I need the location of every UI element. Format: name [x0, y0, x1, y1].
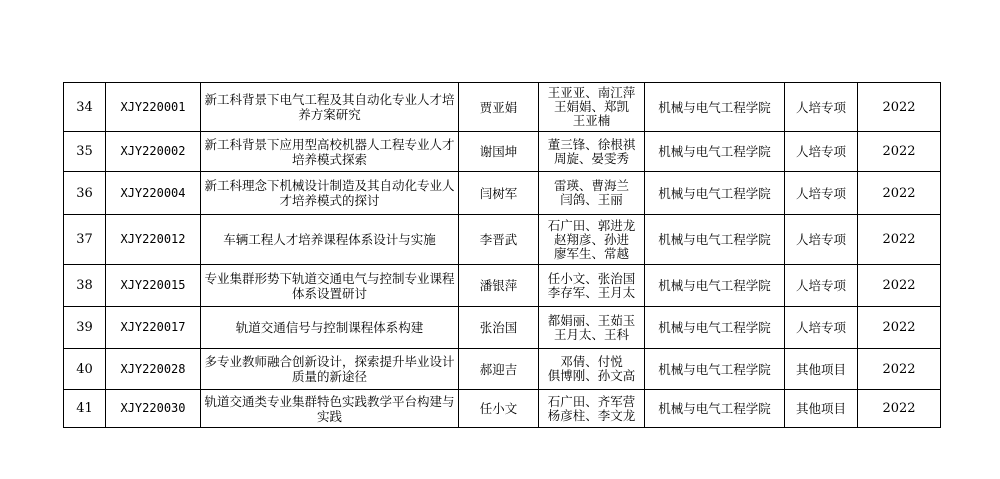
- member-line: 任小文、张治国: [547, 271, 636, 286]
- project-type-cell: 人培专项: [785, 215, 858, 265]
- project-members-cell: [539, 307, 645, 349]
- project-members-cell: [539, 265, 645, 307]
- member-line: 邓倩、付悦: [560, 355, 623, 369]
- table-row: [64, 307, 941, 349]
- table-row: [64, 349, 941, 390]
- member-line: 李存军、王月太: [547, 284, 636, 300]
- member-line: 周旋、晏雯秀: [553, 150, 629, 166]
- row-number-cell: 36: [64, 172, 106, 215]
- member-line: 王娟娟、郑凯: [553, 99, 629, 114]
- table-row: [64, 390, 941, 428]
- project-type-cell: 人培专项: [785, 83, 858, 132]
- row-number-cell: 38: [64, 265, 106, 307]
- project-leader-cell: 潘银萍: [459, 265, 539, 307]
- project-leader-cell: 张治国: [459, 307, 539, 349]
- project-title-cell: 多专业教师融合创新设计，探索提升毕业设计质量的新途径: [201, 349, 459, 390]
- project-title-cell: 新工科背景下应用型高校机器人工程专业人才培养模式探索: [201, 132, 459, 172]
- year-cell: 2022: [858, 307, 941, 349]
- year-cell: 2022: [858, 215, 941, 265]
- project-members-cell: [539, 132, 645, 172]
- project-code-cell: XJY220030: [106, 390, 201, 428]
- member-line: 石广田、郭进龙: [547, 218, 636, 233]
- table-row: [64, 215, 941, 265]
- project-type-cell: 人培专项: [785, 172, 858, 215]
- project-members-cell: [539, 172, 645, 215]
- college-cell: 机械与电气工程学院: [645, 83, 785, 132]
- year-cell: 2022: [858, 390, 941, 428]
- project-type-cell: 人培专项: [785, 307, 858, 349]
- project-leader-cell: 任小文: [459, 390, 539, 428]
- year-cell: 2022: [858, 265, 941, 307]
- member-line: 王月太、王科: [553, 326, 629, 342]
- project-title-cell: 新工科背景下电气工程及其自动化专业人才培养方案研究: [201, 83, 459, 132]
- project-leader-cell: 郝迎吉: [459, 349, 539, 390]
- member-line: 俱博刚、孙文高: [547, 368, 636, 383]
- project-leader-cell: 贾亚娟: [459, 83, 539, 132]
- member-line: 廖军生、常越: [553, 245, 629, 261]
- project-table: [63, 82, 941, 428]
- project-code-cell: XJY220028: [106, 349, 201, 390]
- project-leader-cell: 李晋武: [459, 215, 539, 265]
- table-row: [64, 265, 941, 307]
- member-line: 都娟丽、王茹玉: [547, 313, 636, 328]
- project-type-cell: 人培专项: [785, 132, 858, 172]
- project-title-cell: 新工科理念下机械设计制造及其自动化专业人才培养模式的探讨: [201, 172, 459, 215]
- project-code-cell: XJY220002: [106, 132, 201, 172]
- college-cell: 机械与电气工程学院: [645, 349, 785, 390]
- college-cell: 机械与电气工程学院: [645, 215, 785, 265]
- row-number-cell: 35: [64, 132, 106, 172]
- row-number-cell: 41: [64, 390, 106, 428]
- project-title-cell: 车辆工程人才培养课程体系设计与实施: [201, 215, 459, 265]
- college-cell: 机械与电气工程学院: [645, 307, 785, 349]
- table-row: [64, 83, 941, 132]
- member-line: 王亚亚、南江萍: [547, 86, 636, 100]
- project-members-cell: [539, 349, 645, 390]
- member-line: 赵翔彦、孙进: [553, 231, 629, 247]
- project-code-cell: XJY220017: [106, 307, 201, 349]
- member-line: 杨彦柱、李文龙: [547, 407, 636, 423]
- year-cell: 2022: [858, 172, 941, 215]
- college-cell: 机械与电气工程学院: [645, 390, 785, 428]
- table-row: [64, 172, 941, 215]
- project-members-cell: [539, 215, 645, 265]
- project-type-cell: 人培专项: [785, 265, 858, 307]
- year-cell: 2022: [858, 132, 941, 172]
- member-line: 王亚楠: [572, 113, 611, 128]
- project-title-cell: 轨道交通信号与控制课程体系构建: [201, 307, 459, 349]
- year-cell: 2022: [858, 83, 941, 132]
- row-number-cell: 37: [64, 215, 106, 265]
- college-cell: 机械与电气工程学院: [645, 132, 785, 172]
- project-members-cell: [539, 390, 645, 428]
- project-members-cell: [539, 83, 645, 132]
- project-title-cell: 轨道交通类专业集群特色实践教学平台构建与实践: [201, 390, 459, 428]
- college-cell: 机械与电气工程学院: [645, 265, 785, 307]
- project-type-cell: 其他项目: [785, 349, 858, 390]
- year-cell: 2022: [858, 349, 941, 390]
- project-leader-cell: 谢国坤: [459, 132, 539, 172]
- member-line: 石广田、齐军营: [547, 394, 636, 409]
- row-number-cell: 39: [64, 307, 106, 349]
- project-code-cell: XJY220012: [106, 215, 201, 265]
- project-type-cell: 其他项目: [785, 390, 858, 428]
- project-code-cell: XJY220004: [106, 172, 201, 215]
- college-cell: 机械与电气工程学院: [645, 172, 785, 215]
- row-number-cell: 40: [64, 349, 106, 390]
- member-line: 雷瑛、曹海兰: [553, 179, 629, 193]
- project-title-cell: 专业集群形势下轨道交通电气与控制专业课程体系设置研讨: [201, 265, 459, 307]
- member-line: 闫鸽、王丽: [560, 192, 623, 207]
- table-row: [64, 132, 941, 172]
- member-line: 董三锋、徐根祺: [547, 137, 636, 152]
- project-code-cell: XJY220001: [106, 83, 201, 132]
- row-number-cell: 34: [64, 83, 106, 132]
- project-code-cell: XJY220015: [106, 265, 201, 307]
- project-leader-cell: 闫树军: [459, 172, 539, 215]
